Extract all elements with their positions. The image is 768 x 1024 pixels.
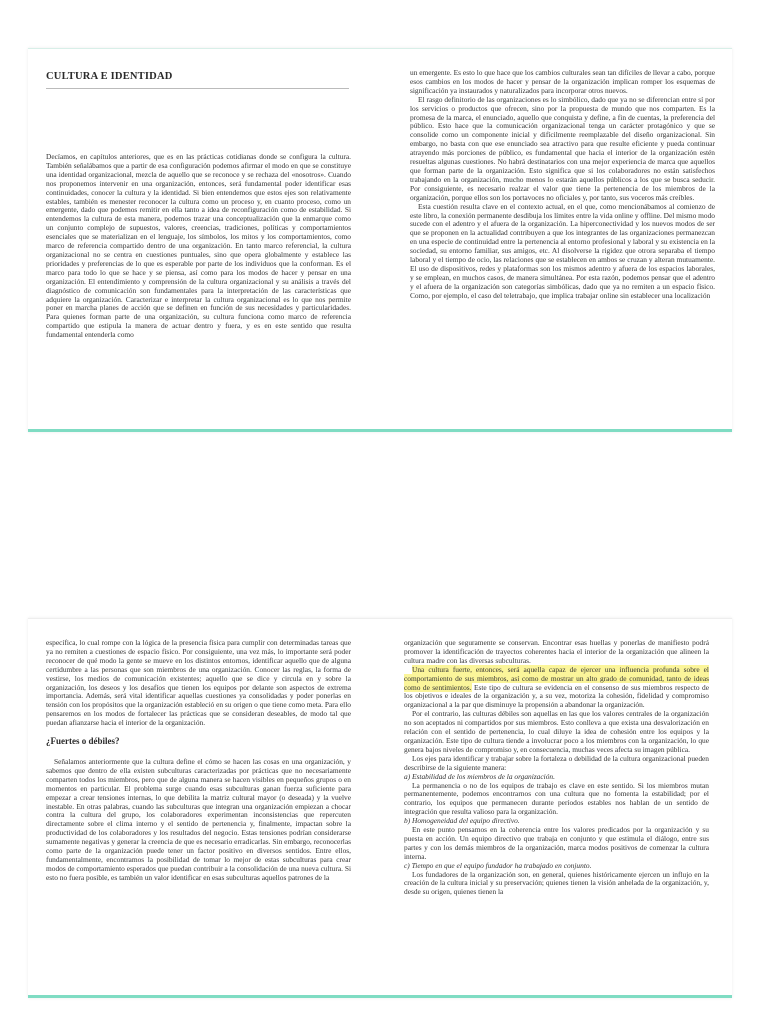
paragraph: Los fundadores de la organización son, en general, quienes históricamente ejercen un influjo en la creación de la cultura inicial y su preservación; quienes tienen la visión anhelada de la organización, y, desde su origen, quienes tienen la bbox=[404, 869, 709, 897]
list-item-title: b) Homogeneidad del equipo directivo. bbox=[404, 816, 520, 826]
paragraph: La permanencia o no de los equipos de trabajo es clave en este sentido. Si los miembros mutan permanentemente, podemos encontrarnos con una cultura que no fomenta la estabilidad; por el contrario, los equipos que permanecen durante períodos estables nos hablan de un sentido de integración que resulta valioso para la organización. bbox=[404, 780, 709, 817]
list-item-title: a) Estabilidad de los miembros de la organización. bbox=[404, 771, 555, 781]
left-column bbox=[46, 639, 351, 991]
left-column bbox=[46, 153, 351, 423]
paragraph: Por el contrario, las culturas débiles son aquellas en las que los valores centrales de la organización no son aceptados ni compartidos por sus miembros. Esto conlleva a que exista una desvalorización en relación con el sentido de pertenencia, lo cual diluye la idea de cohesión entre los equipos y la organización. Este tipo de cultura tiende a involucrar poco a los miembros con la organización, lo que genera bajos niveles de compromiso y, en consecuencia, muchas veces afecta su imagen pública. bbox=[404, 709, 709, 754]
paragraph: En este punto pensamos en la coherencia entre los valores predicados por la organización y su puesta en acción. Un equipo directivo que trabaja en conjunto y que estimula el diálogo, entre sus partes y con los demás miembros de la organización, marca modos positivos de comenzar la cultura interna. bbox=[404, 825, 709, 861]
page-spread-2 bbox=[28, 618, 732, 998]
chapter-title: CULTURA E IDENTIDAD bbox=[46, 71, 173, 82]
paragraph-continuation: Este tipo de cultura se evidencia en el consenso de sus miembros respecto de los objetivos e ideales de la organización y, a su vez, motoriza la cohesión, fidelidad y compromiso organizacional a la par que disminuye la propensión a abandonar la organización. bbox=[404, 682, 709, 710]
highlighted-paragraph bbox=[404, 666, 709, 711]
page-spread-1 bbox=[28, 48, 732, 432]
paragraph: específica, lo cual rompe con la lógica de la presencia física para cumplir con determinadas tareas que ya no remiten a cuestiones de espacio físico. Por consiguiente, una vez más, lo importante será poder reconocer de qué modo la gente se mueve en los distintos entornos, identificar aquello que de alguna certidumbre a las personas que son miembros de una organización. Conocer las reglas, la forma de vestirse, los medios de comunicación existentes; aquello que se dice y circula en y sobre la organización, los deseos y los desafíos que tienen los equipos por delante son aspectos de extrema importancia. Además, será vital identificar aquellas cuestiones ya consolidadas y poder ponerlas en tensión con los propósitos que la organización estableció en su origen o que tiene como meta. Para ello pensaremos en los modos de fortalecer las prácticas que se consideran deseables, de modo tal que puedan afianzarse hacia el interior de la organización. bbox=[46, 639, 351, 728]
paragraph: Decíamos, en capítulos anteriores, que es en las prácticas cotidianas donde se configura la cultura. También señalábamos que a partir de esa configuración podemos afirmar el modo en que se constituye una identidad organizacional, mezcla de aquello que se reconoce y se rechaza del «nosotros». Cuando nos proponemos intervenir en una organización, entonces, será fundamental poder identificar esas continuidades, conocer la cultura y la identidad. Si bien entendemos que estos ejes son relativamente estables, también es menester reconocer la cultura como un proceso y, en cuanto proceso, como un emergente, dado que podemos remitir en ella tanto a idea de reconfiguración como de estabilidad. Si entendemos la cultura de esta manera, podemos trazar una conceptualización que la enmarque como un conjunto complejo de supuestos, valores, creencias, tradiciones, políticas y comportamientos esenciales que se materializan en el lenguaje, los símbolos, los mitos y los comportamientos, como marco de referencia compartido dentro de una organización. En tanto marco referencial, la cultura organizacional no se centra en cuestiones puntuales, sino que opera globalmente y establece las prioridades y preferencias de lo que es esperable por parte de los individuos que la conforman. Es el marco para todo lo que se hace y se piensa, así como para los modos de hacer y pensar en una organización. El entendimiento y comprensión de la cultura organizacional y su análisis a través del diagnóstico de comunicación son fundamentales para la interpretación de las características que adquiere la organización. Caracterizar e interpretar la cultura organizacional es lo que nos permite poner en marcha planes de acción que se definen en función de sus necesidades y particularidades. Para quienes forman parte de una organización, su cultura funciona como marco de referencia compartido que estipula la manera de actuar dentro y fuera, y es en este sentido que resulta fundamental entenderla como bbox=[46, 153, 351, 340]
title-divider bbox=[46, 88, 349, 89]
paragraph: El rasgo definitorio de las organizaciones es lo simbólico, dado que ya no se diferencian entre sí por los servicios o productos que ofrecen, sino por la propuesta de mundo que nos comparten. Es la promesa de la marca, el enunciado, aquello que conquista y define, a fin de cuentas, la preferencia del público. Esto hace que la comunicación organizacional tenga un carácter protagónico y que se consolide como un componente inicial y difícilmente reemplazable del diseño organizacional. Sin embargo, no basta con que ese enunciado sea atractivo para que resulte eficiente y pueda continuar atrayendo más porciones de público, es fundamental que hacia el interior de la organización estén resueltas algunas cuestiones. No habrá destinatarios con una mejor experiencia de marca que aquellos que forman parte de la organización. Esto significa que si los colaboradores no están satisfechos trabajando en la organización, mucho menos lo estarán aquellos públicos a los que se busca seducir. Por consiguiente, es necesario realzar el valor que tiene la pertenencia de los miembros de la organización, porque ellos son los portavoces no oficiales y, por tanto, sus voceros más creíbles. bbox=[410, 94, 715, 202]
paragraph: un emergente. Es esto lo que hace que los cambios culturales sean tan difíciles de llevar a cabo, porque esos cambios en los modos de hacer y pensar de la organización implican romper los esquemas de significación ya instaurados y naturalizados para incorporar otros nuevos. bbox=[410, 69, 715, 95]
paragraph: organización que seguramente se conservan. Encontrar esas huellas y ponerlas de manifiesto podrá promover la identificación de trayectos coherentes hacia el interior de la organización que alineen la cultura madre con las diversas subculturas. bbox=[404, 639, 709, 665]
paragraph: Los ejes para identificar y trabajar sobre la fortaleza o debilidad de la cultura organizacional pueden describirse de la siguiente manera: bbox=[404, 753, 709, 772]
paragraph: Señalamos anteriormente que la cultura define el cómo se hacen las cosas en una organización, y sabemos que dentro de ella existen subculturas caracterizadas por prácticas que no necesariamente comparten todos los miembros, pero que de alguna manera se hacen visibles en pequeños grupos o en momentos en particular. El problema surge cuando esas subculturas ganan fuerza suficiente para empezar a crear tensiones internas, lo que debilita la matriz cultural mayor (o deseada) y la vuelve inestable. En otras palabras, cuando las subculturas que integran una organización empiezan a chocar contra la cultura del grupo, los colaboradores experimentan inconsistencias que repercuten directamente sobre el clima interno y el sentido de pertenencia y, finalmente, impactan sobre la productividad de los colaboradores y los resultados del negocio. Estas tensiones podrían considerarse sumamente negativas y generar la creencia de que es necesario erradicarlas. Sin embargo, reconocerlas como parte de la organización puede tener un factor positivo en diversos sentidos. Entre ellos, fundamentalmente, encontramos la posibilidad de tomar lo mejor de estas subculturas para crear modos de comportamiento esperados que puedan contribuir a la consolidación de una nueva cultura. Si esto no fuera posible, es también un valor identificar en esas subculturas aquellos patrones de la bbox=[46, 756, 351, 882]
section-heading: ¿Fuertes o débiles? bbox=[46, 736, 120, 747]
paragraph: Esta cuestión resulta clave en el contexto actual, en el que, como mencionábamos al comienzo de este libro, la conexión permanente desdibuja los límites entre la vida online y offline. Del mismo modo sucede con el adentro y el afuera de la organización. La hiperconectividad y los nuevos modos de ser que se proponen en la actualidad contribuyen a que los integrantes de las organizaciones permanezcan en una especie de continuidad entre la pertenencia al entorno profesional y laboral y su existencia en la sociedad, su entorno familiar, sus amigos, etc. Al disolverse la rigidez que otrora separaba el tiempo laboral y el tiempo de ocio, las relaciones que se establecen en ambos se cruzan y alteran mutuamente. El uso de dispositivos, redes y plataformas son los mismos adentro y afuera de los espacios laborales, y se emplean, en muchos casos, de manera simultánea. Por esta razón, podemos pensar que el adentro y el afuera de la organización son categorías simbólicas, dado que ya no remiten a un espacio físico. Como, por ejemplo, el caso del teletrabajo, que implica trabajar online sin establecer una localización bbox=[410, 201, 715, 300]
text-highlight: Una cultura fuerte, entonces, será aquella capaz de ejercer una influencia profunda sobre el comportamiento de sus miembros, así como de mostrar un alto grado de comunidad, tanto de ideas como de sentimientos. bbox=[404, 664, 709, 692]
list-item-title: c) Tiempo en que el equipo fundador ha trabajado en conjunto. bbox=[404, 860, 592, 870]
right-column bbox=[410, 69, 715, 425]
right-column bbox=[404, 639, 709, 991]
